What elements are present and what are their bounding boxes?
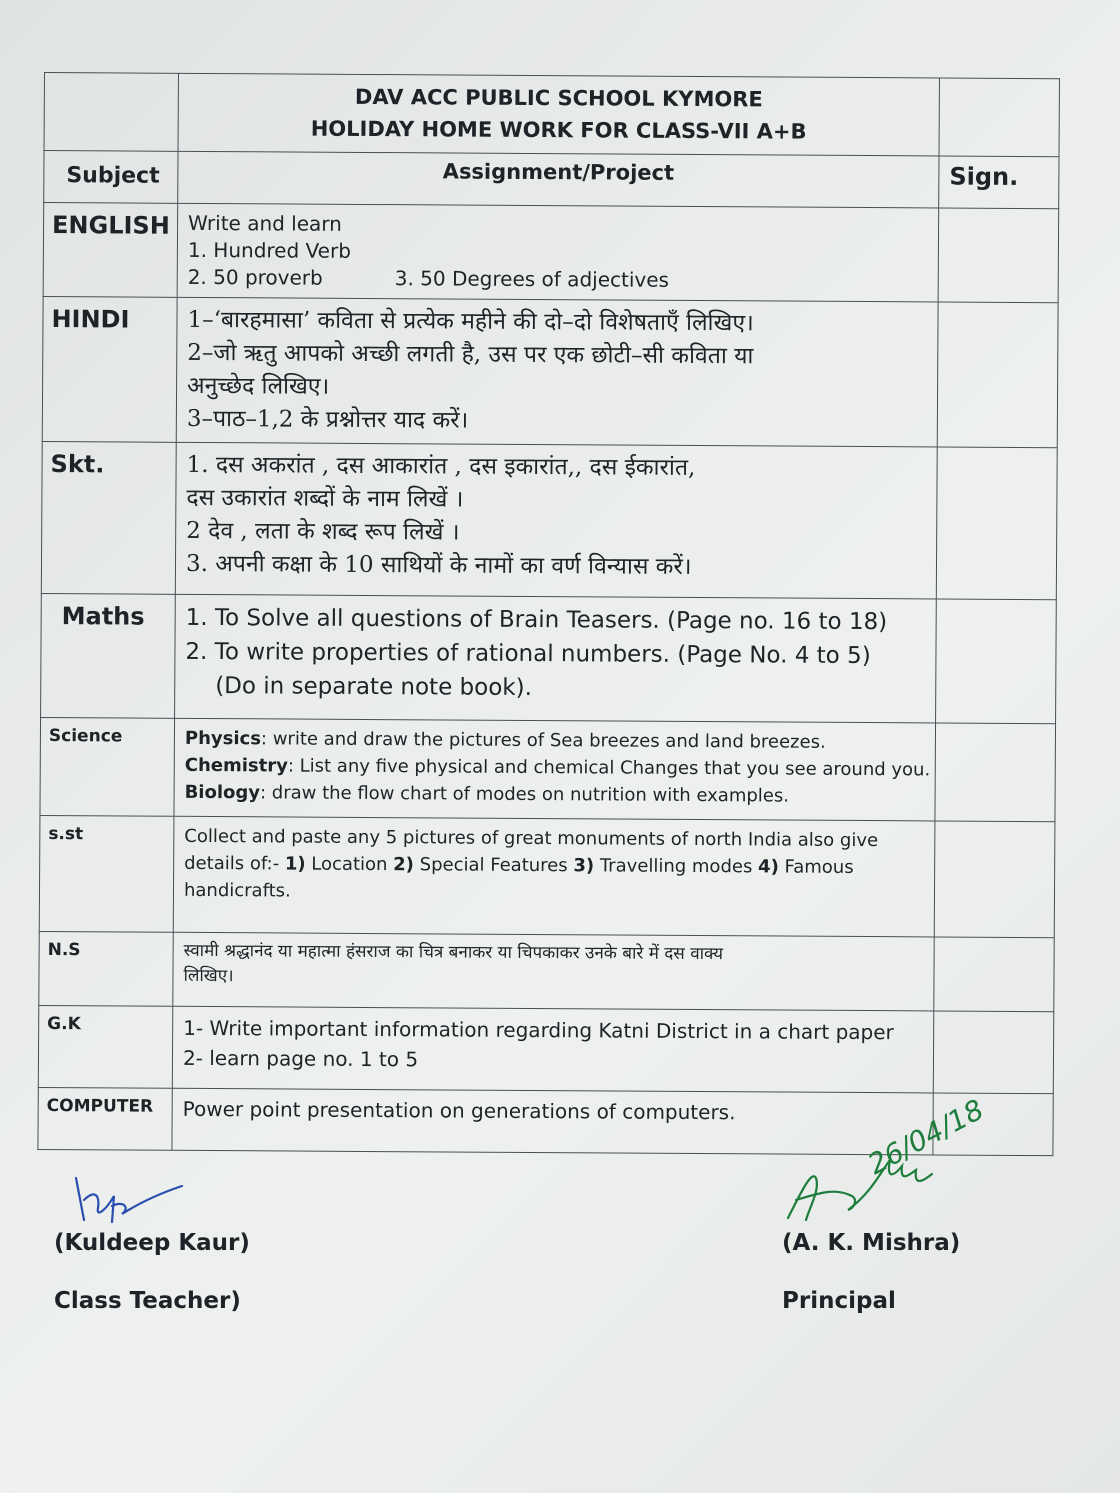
subject-computer: COMPUTER [38, 1087, 172, 1150]
homework-sheet [44, 72, 1060, 1150]
table-row-sst [39, 815, 1055, 937]
ns-line-1: स्वामी श्रद्धानंद या महात्मा हंसराज का चित्र बनाकर या चिपकाकर उनके बारे में दस वाक्य [183, 940, 724, 965]
table-row-maths [41, 593, 1057, 723]
principal-role: Principal [782, 1288, 896, 1314]
principal-date: 26/04/18 [862, 1092, 990, 1181]
sst-item-4: Famous [778, 856, 854, 878]
assignment-english [177, 203, 939, 302]
class-teacher-role: Class Teacher) [54, 1288, 241, 1314]
gk-line-1: 1- Write important information regarding Katni District in a chart paper [183, 1015, 894, 1045]
sign-cell-maths [936, 599, 1057, 724]
gk-line-2: 2- learn page no. 1 to 5 [182, 1045, 419, 1072]
assignment-skt [175, 442, 937, 599]
assignment-ns [173, 932, 934, 1011]
subject-science: Science [40, 717, 175, 816]
school-name: DAV ACC PUBLIC SCHOOL KYMORE [354, 84, 763, 112]
homework-title: HOLIDAY HOME WORK FOR CLASS-VII A+B [310, 116, 807, 144]
table-row-science [40, 717, 1056, 821]
maths-line-1: 1. To Solve all questions of Brain Teasers. (Page no. 16 to 18) [185, 604, 888, 636]
biology-label: Biology [184, 781, 261, 804]
skt-line-1: 1. दस अकरांत , दस आकारांत , दस इकारांत,, दस ईकारांत, [186, 451, 696, 481]
sst-item-2: Special Features [413, 854, 574, 877]
sst-line-3: handicrafts. [183, 879, 291, 902]
assignment-science [174, 718, 936, 821]
assignment-column-header: Assignment/Project [178, 151, 939, 208]
header-title-cell [178, 73, 939, 156]
sst-item-1: Location [305, 853, 394, 876]
sst-num-3: 3) [573, 855, 595, 877]
sst-line-2 [184, 850, 928, 882]
class-teacher-signature [54, 1160, 214, 1230]
subject-gk: G.K [38, 1005, 172, 1088]
computer-line-1: Power point presentation on generations of computers. [182, 1096, 736, 1125]
ns-line-2: लिखिए। [183, 965, 234, 987]
subject-skt: Skt. [41, 441, 176, 594]
sst-num-2: 2) [393, 854, 415, 876]
hindi-line-3: अनुच्छेद लिखिए। [187, 372, 330, 400]
table-row-ns [39, 931, 1054, 1011]
header-empty-cell [44, 73, 178, 152]
subject-hindi: HINDI [42, 296, 177, 442]
table-row-english [43, 203, 1059, 303]
table-row-hindi [42, 296, 1058, 447]
english-item-2: 2. 50 proverb [187, 264, 323, 290]
chemistry-label: Chemistry [184, 754, 288, 777]
chemistry-text: : List any five physical and chemical Changes that you see around you. [287, 755, 931, 781]
hindi-line-2: 2–जो ऋतु आपको अच्छी लगती है, उस पर एक छोटी–सी कविता या [187, 339, 754, 370]
english-line-2: 1. Hundred Verb [187, 237, 352, 263]
column-header-row [44, 151, 1059, 209]
english-line-1: Write and learn [188, 210, 342, 236]
principal-name: (A. K. Mishra) [782, 1230, 961, 1256]
sign-cell-ns [934, 937, 1054, 1012]
principal-block [782, 1092, 1022, 1314]
homework-table [37, 72, 1060, 1156]
skt-line-4: 3. अपनी कक्षा के 10 साथियों के नामों का वर्ण विन्यास करें। [185, 550, 692, 580]
sst-num-1: 1) [284, 853, 306, 875]
sign-column-header: Sign. [939, 156, 1059, 209]
physics-label: Physics [184, 727, 262, 750]
sign-cell-sst [934, 821, 1055, 938]
table-row-skt [41, 441, 1057, 599]
sign-cell-gk [933, 1011, 1053, 1094]
skt-line-3: 2 देव , लता के शब्द रूप लिखें । [186, 517, 460, 546]
sign-cell-english [938, 208, 1059, 303]
sign-cell-science [935, 723, 1056, 822]
maths-line-3: (Do in separate note book). [215, 673, 533, 701]
english-line-3 [188, 264, 932, 296]
hindi-line-4: 3–पाठ–1,2 के प्रश्नोत्तर याद करें। [186, 405, 469, 434]
physics-text: : write and draw the pictures of Sea breezes and land breezes. [260, 728, 826, 753]
biology-text: : draw the flow chart of modes on nutrition with examples. [259, 782, 790, 807]
header-sign-empty-cell [939, 78, 1059, 157]
sst-details-lead: details of:- [184, 852, 285, 875]
sst-item-3: Travelling modes [594, 855, 759, 878]
subject-english: ENGLISH [43, 203, 178, 298]
assignment-hindi [176, 297, 938, 447]
hindi-line-1: 1–‘बारहमासा’ कविता से प्रत्येक महीने की दो–दो विशेषताएँ लिखिए। [187, 306, 754, 337]
header-row [44, 73, 1059, 157]
class-teacher-block [54, 1160, 250, 1314]
assignment-sst [173, 816, 935, 937]
subject-ns: N.S [39, 931, 173, 1006]
sign-cell-skt [936, 447, 1057, 600]
maths-line-2: 2. To write properties of rational numbers. (Page No. 4 to 5) [185, 638, 871, 670]
subject-column-header: Subject [44, 151, 178, 204]
assignment-maths [175, 594, 937, 723]
sst-line-1: Collect and paste any 5 pictures of great monuments of north India also give [184, 825, 879, 852]
class-teacher-name: (Kuldeep Kaur) [54, 1230, 250, 1256]
science-biology-line [185, 779, 929, 811]
assignment-gk [172, 1006, 933, 1093]
subject-sst: s.st [39, 815, 174, 932]
sign-cell-hindi [937, 302, 1058, 448]
english-item-3: 3. 50 Degrees of adjectives [394, 266, 670, 292]
sst-num-4: 4) [758, 856, 779, 878]
skt-line-2: दस उकारांत शब्दों के नाम लिखें । [186, 484, 464, 513]
table-row-gk [38, 1005, 1053, 1093]
subject-maths: Maths [41, 593, 176, 718]
